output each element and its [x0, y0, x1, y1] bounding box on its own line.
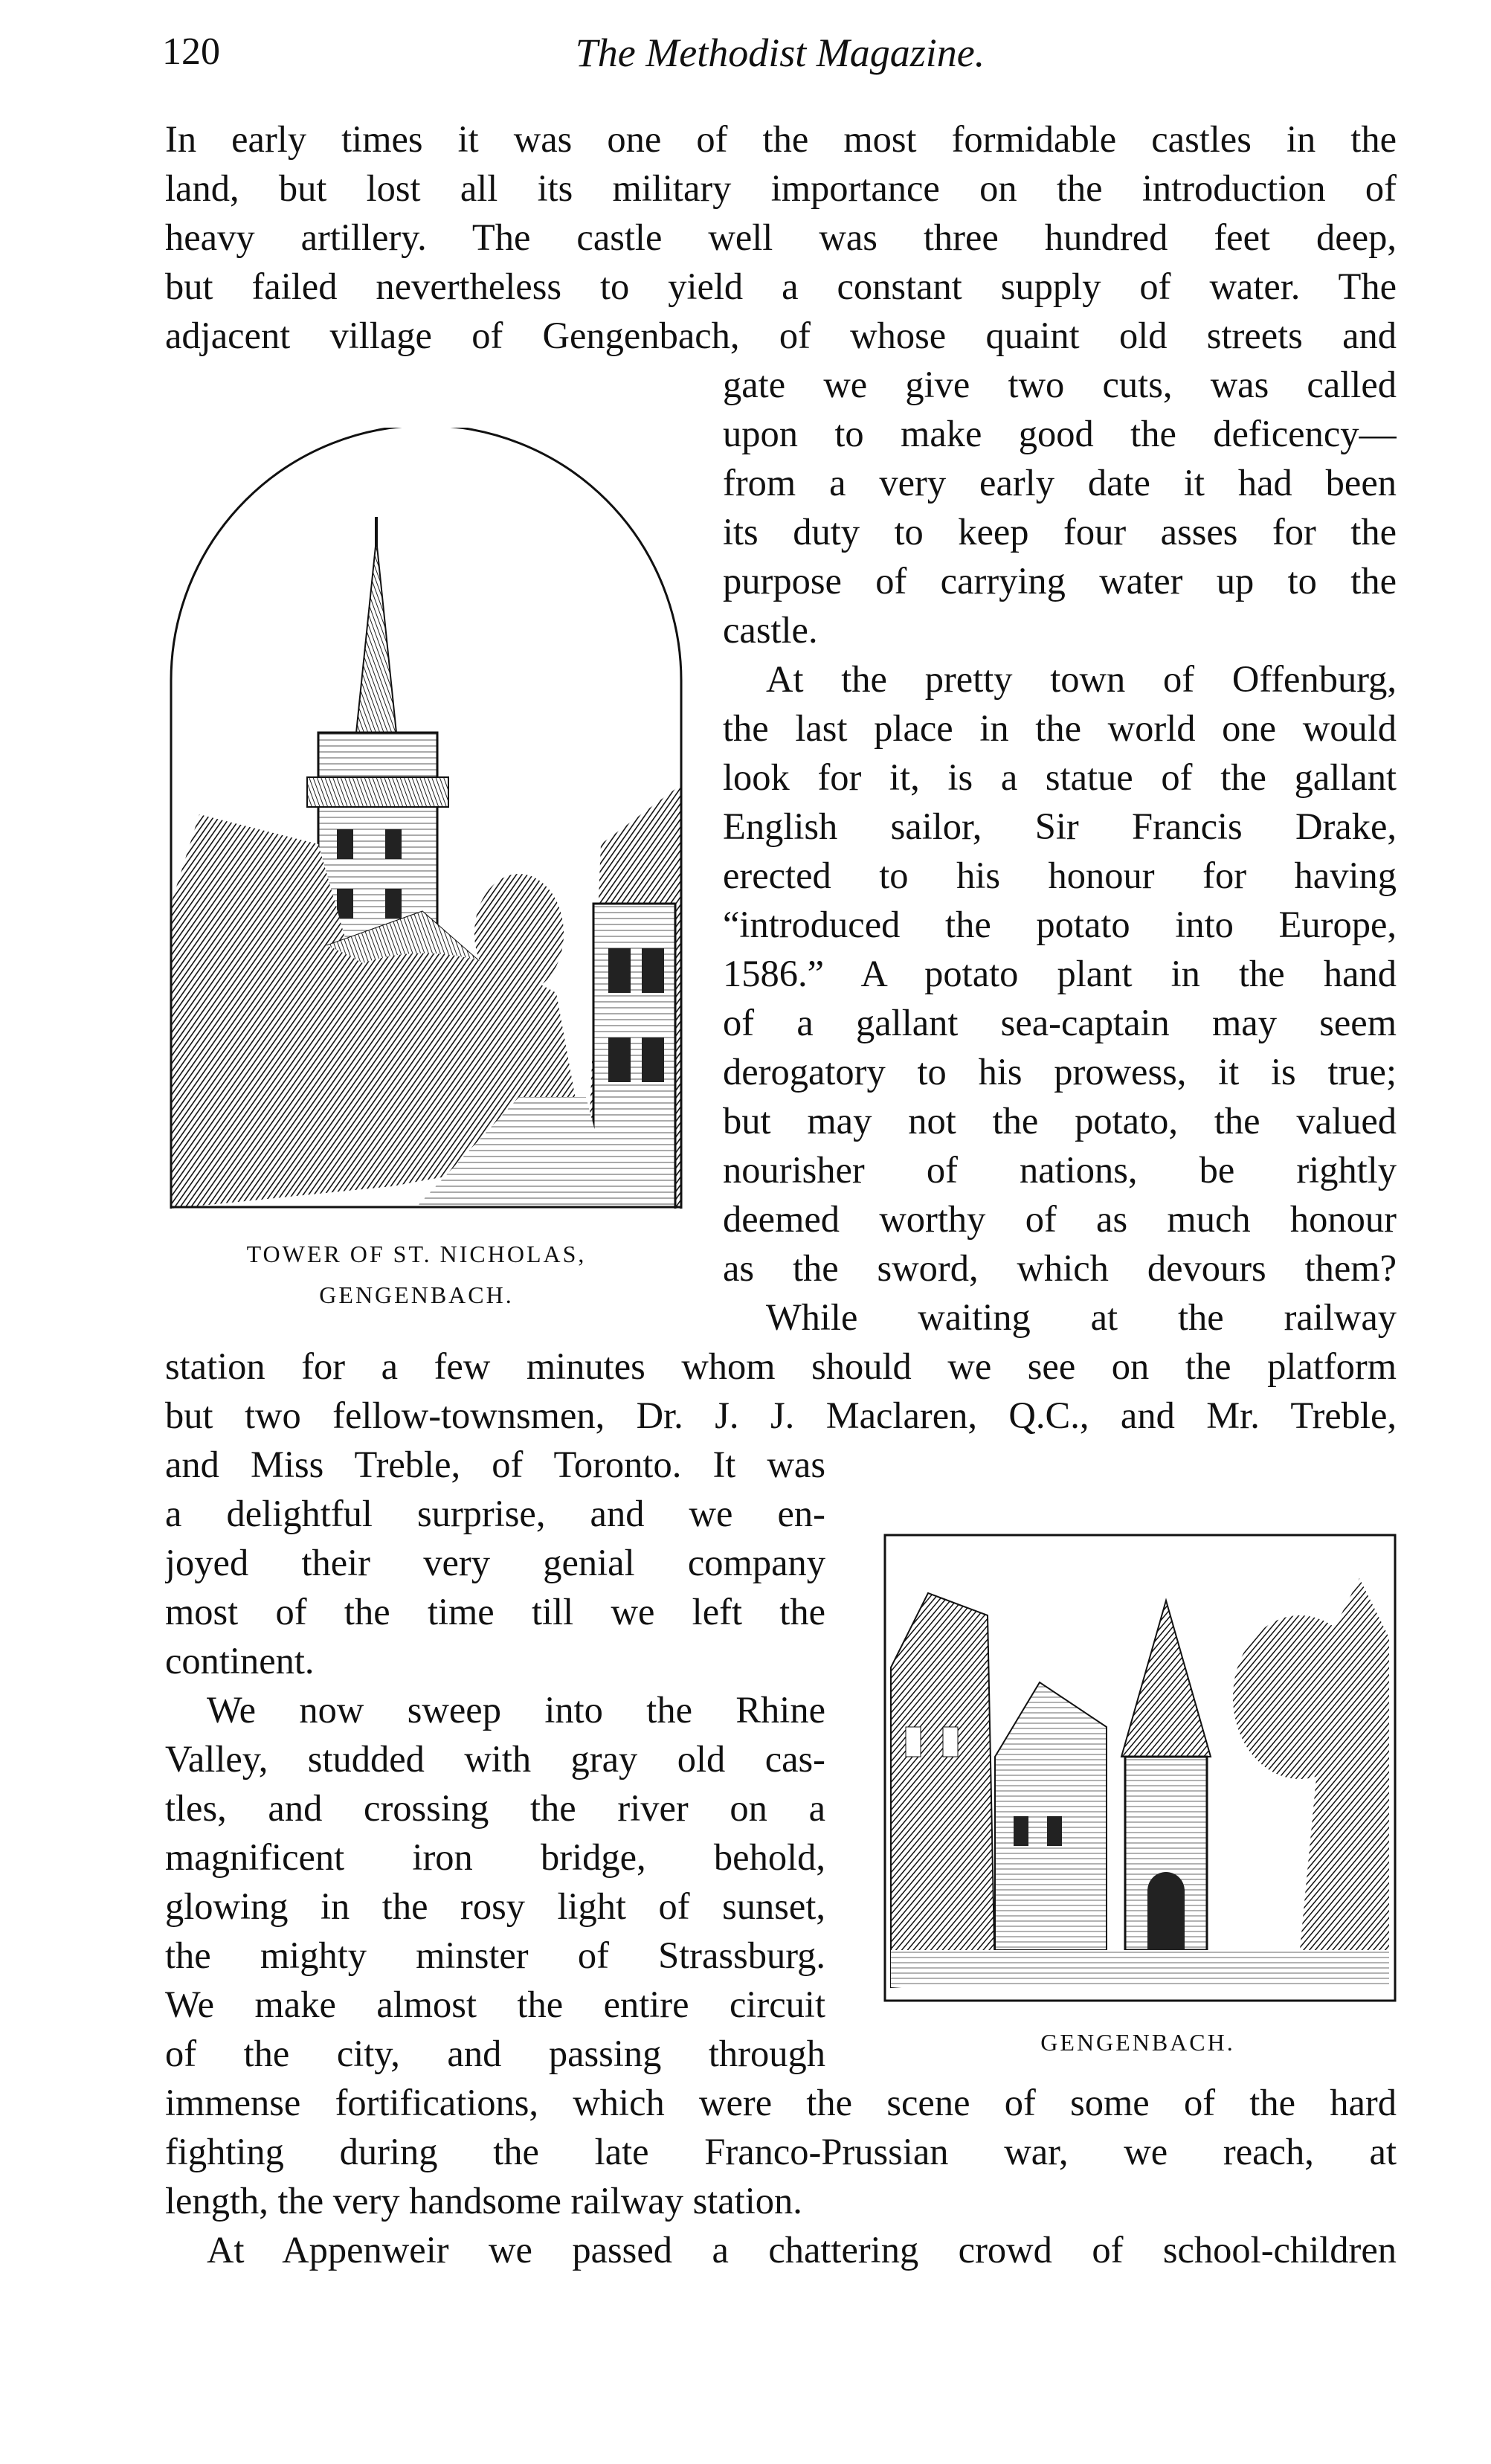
- text-line: castle.: [723, 609, 818, 651]
- text-line: and Miss Treble, of Toronto. It was: [165, 1444, 825, 1485]
- text-line: of a gallant sea-captain may seem: [723, 1002, 1397, 1043]
- page-number: 120: [162, 30, 220, 73]
- text-line: English sailor, Sir Francis Drake,: [723, 805, 1397, 847]
- gate-illustration: [883, 1534, 1397, 2002]
- text-line: We now sweep into the Rhine: [207, 1689, 825, 1731]
- text-line: adjacent village of Gengenbach, of whose quaint old streets and: [165, 315, 1397, 356]
- tower-caption-line2: GENGENBACH.: [319, 1281, 514, 1308]
- text-line: upon to make good the deficency—: [723, 413, 1397, 454]
- text-line: from a very early date it had been: [723, 462, 1397, 504]
- text-line: the last place in the world one would: [723, 707, 1397, 749]
- text-line: glowing in the rosy light of sunset,: [165, 1885, 825, 1927]
- text-line: In early times it was one of the most formidable castles in the: [165, 118, 1397, 160]
- tower-illustration: [170, 428, 683, 1209]
- text-line: fighting during the late Franco-Prussian war, we reach, at: [165, 2131, 1397, 2172]
- text-line: purpose of carrying water up to the: [723, 560, 1397, 602]
- text-line: most of the time till we left the: [165, 1591, 825, 1633]
- text-line: but may not the potato, the valued: [723, 1100, 1397, 1142]
- text-line: While waiting at the railway: [766, 1296, 1397, 1338]
- text-line: tles, and crossing the river on a: [165, 1787, 825, 1829]
- text-line: gate we give two cuts, was called: [723, 364, 1397, 405]
- gate-caption: GENGENBACH.: [1040, 2029, 1235, 2056]
- text-line: magnificent iron bridge, behold,: [165, 1836, 825, 1878]
- text-line: nourisher of nations, be rightly: [723, 1149, 1397, 1191]
- tower-caption-line1: TOWER OF ST. NICHOLAS,: [246, 1241, 587, 1267]
- text-line: Valley, studded with gray old cas-: [165, 1738, 825, 1780]
- gate-engraving: [883, 1534, 1397, 2002]
- text-line: as the sword, which devours them?: [723, 1247, 1397, 1289]
- text-line: joyed their very genial company: [165, 1542, 825, 1583]
- text-line: of the city, and passing through: [165, 2033, 825, 2074]
- text-line: its duty to keep four asses for the: [723, 511, 1397, 553]
- text-line: land, but lost all its military importance on the introduction of: [165, 167, 1397, 209]
- text-line: derogatory to his prowess, it is true;: [723, 1051, 1397, 1093]
- text-line: but failed nevertheless to yield a constant supply of water. The: [165, 266, 1397, 307]
- text-line: station for a few minutes whom should we see on the platform: [165, 1345, 1397, 1387]
- text-line: continent.: [165, 1640, 315, 1682]
- text-line: “introduced the potato into Europe,: [723, 904, 1397, 945]
- text-line: look for it, is a statue of the gallant: [723, 756, 1397, 798]
- text-line: deemed worthy of as much honour: [723, 1198, 1397, 1240]
- text-line: 1586.” A potato plant in the hand: [723, 953, 1397, 994]
- text-line: length, the very handsome railway station.: [165, 2180, 802, 2222]
- text-line: At the pretty town of Offenburg,: [766, 658, 1397, 700]
- text-line: but two fellow-townsmen, Dr. J. J. Maclaren, Q.C., and Mr. Treble,: [165, 1395, 1397, 1436]
- text-line: immense fortifications, which were the scene of some of the hard: [165, 2082, 1397, 2123]
- text-line: erected to his honour for having: [723, 855, 1397, 896]
- text-line: a delightful surprise, and we en-: [165, 1493, 825, 1534]
- text-line: heavy artillery. The castle well was three hundred feet deep,: [165, 216, 1397, 258]
- tower-engraving: [170, 428, 683, 1209]
- text-line: At Appenweir we passed a chattering crowd of school-children: [207, 2229, 1397, 2271]
- text-line: We make almost the entire circuit: [165, 1984, 825, 2025]
- text-line: the mighty minster of Strassburg.: [165, 1934, 825, 1976]
- running-title: The Methodist Magazine.: [575, 30, 985, 75]
- page-header: [162, 30, 1398, 89]
